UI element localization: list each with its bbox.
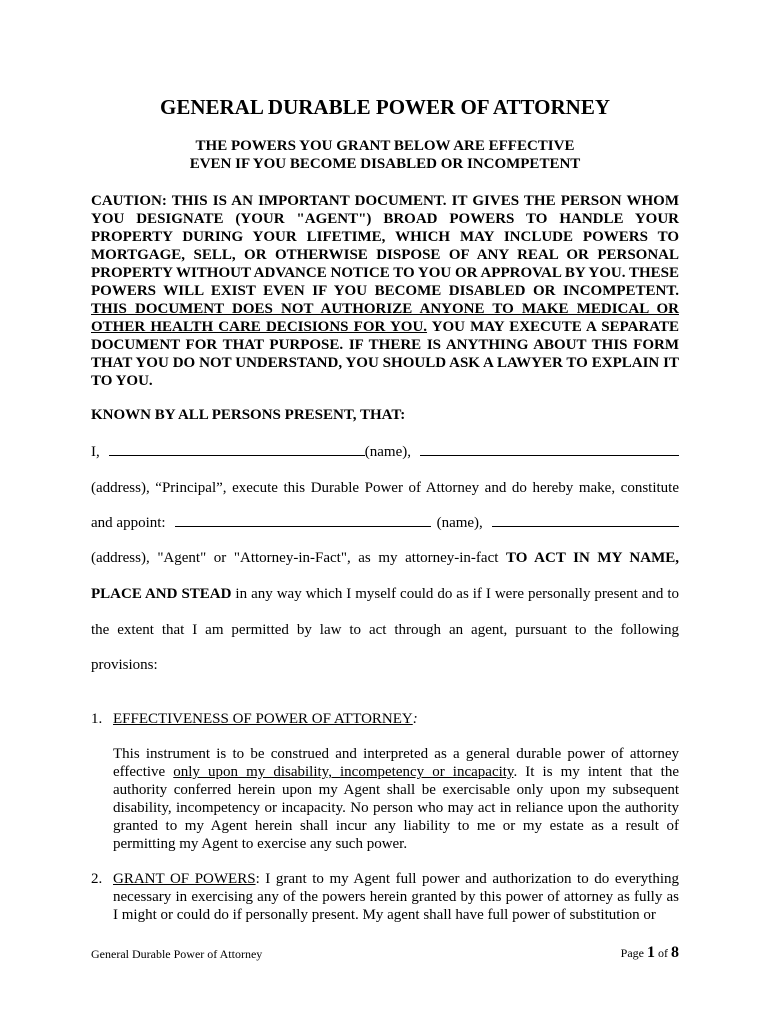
subtitle-line-2: EVEN IF YOU BECOME DISABLED OR INCOMPETENT bbox=[189, 156, 581, 172]
appoint-prefix: and appoint: bbox=[91, 515, 166, 531]
section-2-title: GRANT OF POWERS bbox=[113, 871, 256, 887]
document-subtitle bbox=[0, 137, 770, 173]
footer-page-total: 8 bbox=[671, 944, 679, 961]
principal-name-field[interactable] bbox=[109, 443, 365, 456]
place-and-stead-rest: in any way which I myself could do as if I were personally present and to bbox=[231, 586, 679, 602]
principal-address-field[interactable] bbox=[420, 443, 679, 456]
place-and-stead-line bbox=[91, 585, 679, 603]
footer-page-number bbox=[621, 945, 679, 961]
agent-address-field[interactable] bbox=[492, 514, 679, 527]
caution-text-1: CAUTION: THIS IS AN IMPORTANT DOCUMENT. IT GIVES THE PERSON WHOM YOU DESIGNATE (YOUR "AGENT") BROAD POWERS TO HANDLE YOUR PROPERTY DURING YOUR LIFETIME, WHICH MAY INCLUDE POWERS TO MORTGAGE, SELL, OR OTHERWISE DISPOSE OF ANY REAL OR PERSONAL PROPERTY WITHOUT ADVANCE NOTICE TO YOU OR APPROVAL BY YOU. THESE POWERS WILL EXIST EVEN IF YOU BECOME DISABLED OR INCOMPETENT. bbox=[91, 193, 679, 299]
provisions-line: provisions: bbox=[91, 657, 158, 673]
agent-name-field[interactable] bbox=[175, 514, 431, 527]
agent-address-text: (address), "Agent" or "Attorney-in-Fact", as my attorney-in-fact bbox=[91, 550, 499, 566]
section-1-heading bbox=[91, 710, 418, 728]
agent-name-label: (name), bbox=[436, 515, 483, 531]
subtitle-line-1: THE POWERS YOU GRANT BELOW ARE EFFECTIVE bbox=[195, 138, 575, 154]
agent-address-line bbox=[91, 549, 679, 567]
caution-paragraph bbox=[91, 192, 679, 390]
known-by-heading: KNOWN BY ALL PERSONS PRESENT, THAT: bbox=[91, 407, 406, 423]
section-1-number: 1. bbox=[91, 711, 103, 727]
caution-text-2: YOU MAY EXECUTE A SEPARATE DOCUMENT FOR THAT PURPOSE. IF THERE IS ANYTHING ABOUT THIS FORM THAT YOU DO NOT UNDERSTAND, YOU SHOULD ASK A LAWYER TO EXPLAIN IT TO YOU. bbox=[91, 319, 680, 389]
section-1-paragraph bbox=[113, 745, 679, 853]
section-1-title: EFFECTIVENESS OF POWER OF ATTORNEY bbox=[113, 711, 413, 727]
principal-prefix: I, bbox=[91, 444, 100, 460]
extent-line: the extent that I am permitted by law to act through an agent, pursuant to the following bbox=[91, 622, 679, 638]
section-2-text: : I grant to my Agent full power and authorization to do everything necessary in exercising any of the powers herein granted by this power of attorney as fully as I might or could do if personally present. My agent shall have full power of substitution or bbox=[113, 871, 679, 923]
place-and-stead-text: PLACE AND STEAD bbox=[91, 586, 232, 602]
footer-page-label: Page bbox=[620, 946, 644, 960]
principal-name-label: (name), bbox=[364, 444, 411, 460]
act-in-my-name-text: TO ACT IN MY NAME, bbox=[506, 550, 680, 566]
section-2-paragraph bbox=[113, 870, 679, 924]
section-1-text-a: This instrument is to be construed and interpreted as a general durable power of attorney effective bbox=[113, 746, 679, 780]
footer-document-name: General Durable Power of Attorney bbox=[91, 947, 263, 961]
section-1-colon: : bbox=[412, 711, 418, 727]
principal-address-line: (address), “Principal”, execute this Durable Power of Attorney and do hereby make, constitute bbox=[91, 480, 679, 496]
principal-line bbox=[91, 443, 679, 461]
footer-page-current: 1 bbox=[647, 944, 655, 961]
section-1-text-b: . It is my intent that the authority conferred herein upon my Agent shall be exercisable only upon my subsequent disability, incompetency or incapacity. No person who may act in reliance upon the authority granted to my Agent herein shall incur any liability to me or my estate as a result of permitting my Agent to exercise any such power. bbox=[113, 764, 679, 852]
section-2 bbox=[91, 870, 679, 924]
caution-underlined-text: THIS DOCUMENT DOES NOT AUTHORIZE ANYONE TO MAKE MEDICAL OR OTHER HEALTH CARE DECISIONS FOR YOU. bbox=[91, 301, 679, 335]
document-title: GENERAL DURABLE POWER OF ATTORNEY bbox=[159, 95, 610, 119]
section-1-underlined-text: only upon my disability, incompetency or incapacity bbox=[173, 764, 514, 780]
footer-page-of: of bbox=[658, 946, 668, 960]
agent-line bbox=[91, 514, 679, 532]
section-2-number: 2. bbox=[91, 871, 103, 887]
